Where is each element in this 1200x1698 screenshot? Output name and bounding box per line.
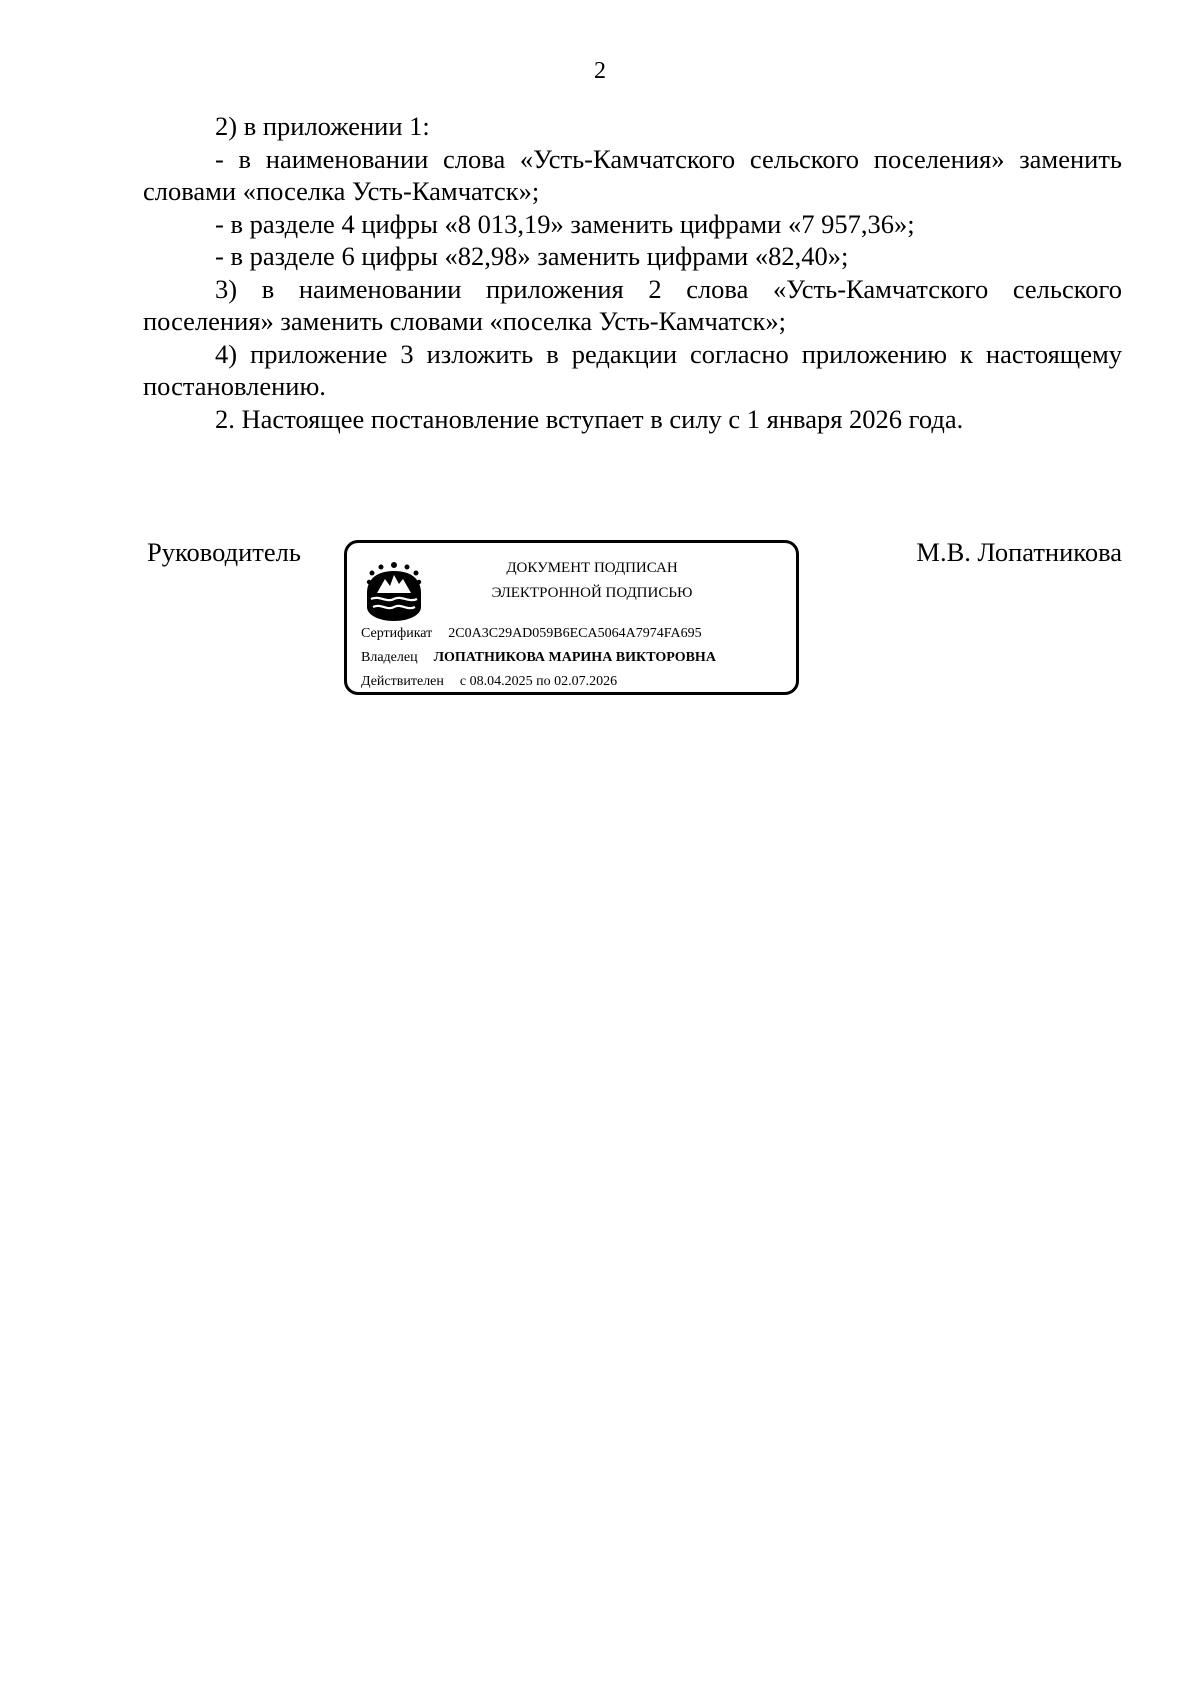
stamp-title-line-1: ДОКУМЕНТ ПОДПИСАН bbox=[506, 560, 678, 576]
signatory-position: Руководитель bbox=[147, 537, 301, 567]
stamp-validity-value: с 08.04.2025 по 02.07.2026 bbox=[459, 674, 618, 689]
stamp-certificate-label: Сертификат bbox=[361, 626, 433, 641]
paragraph-section-6-change: - в разделе 6 цифры «82,98» заменить цифрами «82,40»; bbox=[215, 241, 849, 271]
document-body bbox=[143, 110, 1122, 435]
stamp-validity-label: Действителен bbox=[361, 674, 444, 689]
stamp-certificate-value: 2C0A3C29AD059B6ECA5064A7974FA695 bbox=[448, 626, 702, 641]
kamchatka-coat-of-arms-icon bbox=[363, 553, 425, 623]
paragraph-appendix-1-title-change: - в наименовании слова «Усть-Камчатского сельского поселения» заменить словами «поселка Усть-Камчатск»; bbox=[143, 143, 1122, 206]
stamp-certificate-row bbox=[361, 625, 702, 643]
stamp-validity-row bbox=[361, 673, 617, 691]
stamp-owner-value: ЛОПАТНИКОВА МАРИНА ВИКТОРОВНА bbox=[433, 650, 716, 665]
paragraph-appendix-3-change: 4) приложение 3 изложить в редакции согласно приложению к настоящему постановлению. bbox=[143, 338, 1122, 401]
paragraph-section-4-change: - в разделе 4 цифры «8 013,19» заменить цифрами «7 957,36»; bbox=[215, 208, 915, 239]
stamp-owner-label: Владелец bbox=[361, 650, 418, 665]
signatory-name: М.В. Лопатникова bbox=[916, 537, 1122, 567]
stamp-title bbox=[467, 556, 717, 606]
stamp-owner-row bbox=[361, 649, 716, 667]
electronic-signature-stamp bbox=[344, 540, 799, 695]
page-number: 2 bbox=[594, 58, 606, 84]
paragraph-appendix-1-heading: 2) в приложении 1: bbox=[215, 111, 430, 141]
paragraph-appendix-2-change: 3) в наименовании приложения 2 слова «Усть-Камчатского сельского поселения» заменить словами «поселка Усть-Камчатск»; bbox=[143, 273, 1122, 336]
stamp-title-line-2: ЭЛЕКТРОННОЙ ПОДПИСЬЮ bbox=[491, 585, 693, 601]
paragraph-effective-date: 2. Настоящее постановление вступает в силу с 1 января 2026 года. bbox=[215, 403, 964, 434]
